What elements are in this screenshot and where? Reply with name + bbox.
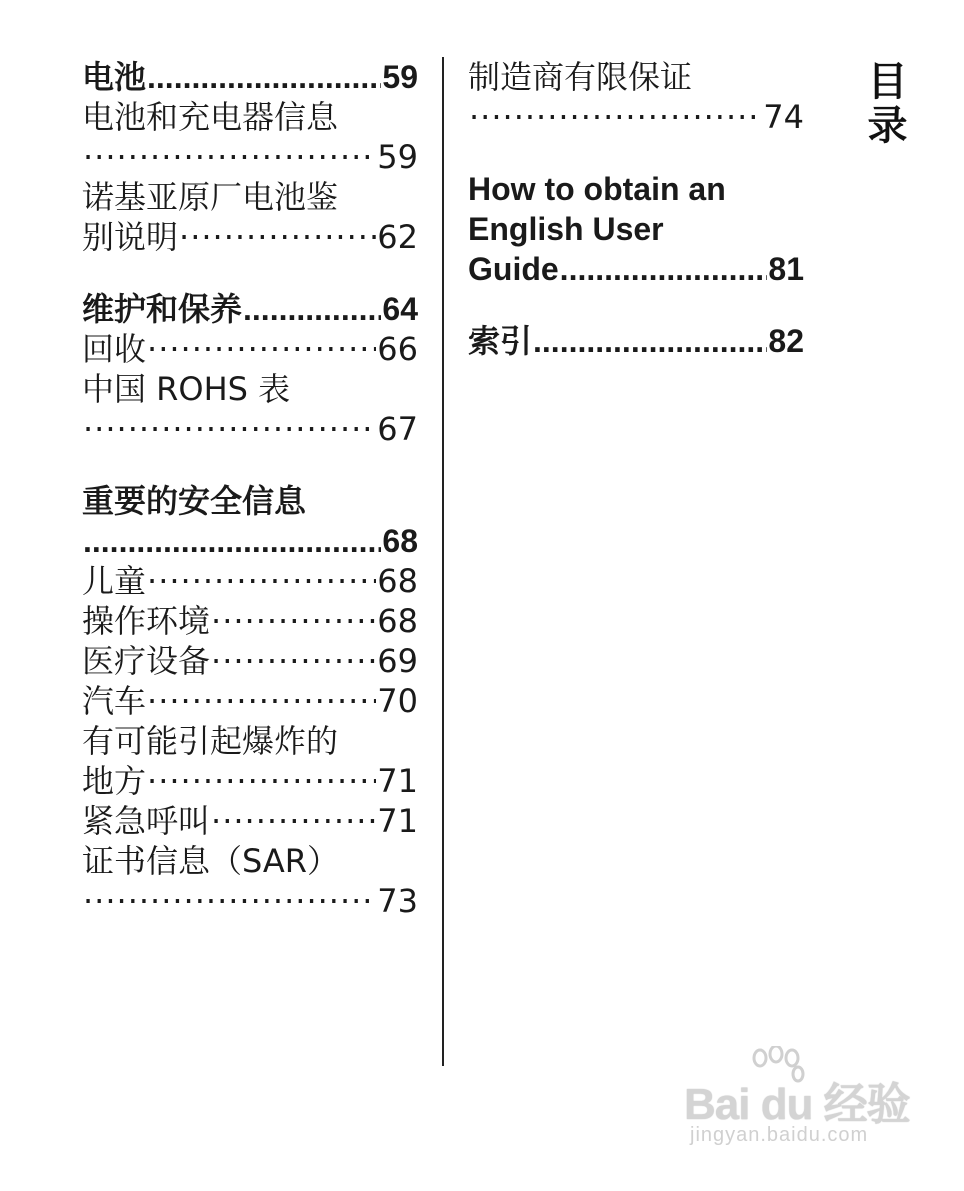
toc-page-number: 64 [382,291,418,327]
section-gap [82,449,418,481]
toc-entry-title-line: 诺基亚原厂电池鉴 [82,178,339,216]
toc-entry[interactable] [82,721,418,801]
toc-page-number: 69 [377,642,418,680]
toc-entry-leader-line [82,641,418,681]
toc-entry-title-line: How to obtain an [468,171,726,207]
toc-entry-leader-line [82,329,418,369]
toc-entry-title: 医疗设备 [82,642,211,680]
page-title: 目录 [861,60,907,148]
toc-entry-leader-line [82,217,418,257]
dot-leader [560,249,768,289]
toc-page-number: 73 [377,882,418,920]
toc-entry[interactable] [82,641,418,681]
toc-entry-title: 电池 [82,59,147,95]
toc-page-number: 59 [377,138,418,176]
dot-leader [211,601,376,641]
toc-entry-title: 汽车 [82,682,147,720]
toc-entry-leader-line [82,57,418,97]
toc-entry-title-line: 证书信息（SAR） [82,842,340,880]
toc-entry-title-line: 中国 ROHS 表 [82,370,291,408]
toc-entry-leader-line [468,249,804,289]
toc-entry[interactable] [82,601,418,641]
toc-entry-title: 操作环境 [82,602,211,640]
toc-entry[interactable] [82,841,418,921]
section-gap [82,257,418,289]
toc-entry-title-line: 制造商有限保证 [468,58,693,96]
watermark-logo: Bai du 经验 [684,1080,910,1129]
dot-leader [147,561,376,601]
dot-leader [83,409,376,449]
dot-leader [211,801,376,841]
toc-entry-leader-line [82,521,418,561]
dot-leader [147,681,376,721]
toc-page-number: 81 [768,251,804,287]
dot-leader [469,97,762,137]
toc-section-entry[interactable] [468,321,804,361]
toc-entry-leader-line [468,97,804,137]
toc-entry-leader-line [82,289,418,329]
dot-leader [243,289,381,329]
toc-entry-leader-line [82,881,418,921]
dot-leader [533,321,767,361]
toc-entry-leader-line [82,561,418,601]
toc-entry[interactable] [82,329,418,369]
toc-entry-leader-line [82,409,418,449]
toc-entry-title: 别说明 [82,218,179,256]
dot-leader [147,329,376,369]
toc-entry[interactable] [82,177,418,257]
toc-entry[interactable] [82,681,418,721]
dot-leader [83,137,376,177]
toc-page-number: 70 [377,682,418,720]
dot-leader [179,217,376,257]
watermark-url: jingyan.baidu.com [690,1124,869,1146]
toc-page-number: 68 [377,562,418,600]
toc-entry[interactable] [82,801,418,841]
toc-page-number: 71 [377,802,418,840]
baidu-jingyan-watermark [684,1048,914,1158]
toc-page-number: 68 [377,602,418,640]
toc-entry-title: 回收 [82,330,147,368]
dot-leader [83,881,376,921]
toc-entry-leader-line [82,681,418,721]
toc-section-entry[interactable] [82,57,418,97]
toc-page-number: 68 [382,523,418,559]
toc-entry[interactable] [82,369,418,449]
dot-leader [147,761,376,801]
section-gap [468,137,804,169]
toc-page-number: 71 [377,762,418,800]
section-gap [468,289,804,321]
dot-leader [211,641,376,681]
toc-entry-title: 地方 [82,762,147,800]
toc-entry-title: 儿童 [82,562,147,600]
toc-entry-leader-line [468,321,804,361]
toc-entry-title-line: English User [468,211,664,247]
toc-left-column [82,57,418,921]
toc-entry-leader-line [82,801,418,841]
toc-entry-title: Guide [468,251,559,287]
toc-entry-title-line: 重要的安全信息 [82,483,307,519]
toc-entry-title: 紧急呼叫 [82,802,211,840]
toc-section-entry[interactable] [82,289,418,329]
toc-section-entry[interactable] [468,169,804,289]
toc-right-column [468,57,804,361]
toc-entry-title: 索引 [468,323,533,359]
toc-page-number: 59 [382,59,418,95]
toc-page-number: 74 [763,98,804,136]
dot-leader [83,521,381,561]
toc-entry-leader-line [82,601,418,641]
toc-page-number: 66 [377,330,418,368]
toc-entry-title-line: 电池和充电器信息 [82,98,339,136]
dot-leader [147,57,381,97]
toc-page-number: 62 [377,218,418,256]
toc-entry-title-line: 有可能引起爆炸的 [82,722,339,760]
toc-page-number: 67 [377,410,418,448]
toc-entry[interactable] [468,57,804,137]
toc-entry-leader-line [82,761,418,801]
column-divider [442,57,444,1066]
toc-entry[interactable] [82,561,418,601]
toc-entry-title: 维护和保养 [82,291,243,327]
toc-entry[interactable] [82,97,418,177]
toc-entry-leader-line [82,137,418,177]
toc-page-number: 82 [768,323,804,359]
toc-section-entry[interactable] [82,481,418,561]
